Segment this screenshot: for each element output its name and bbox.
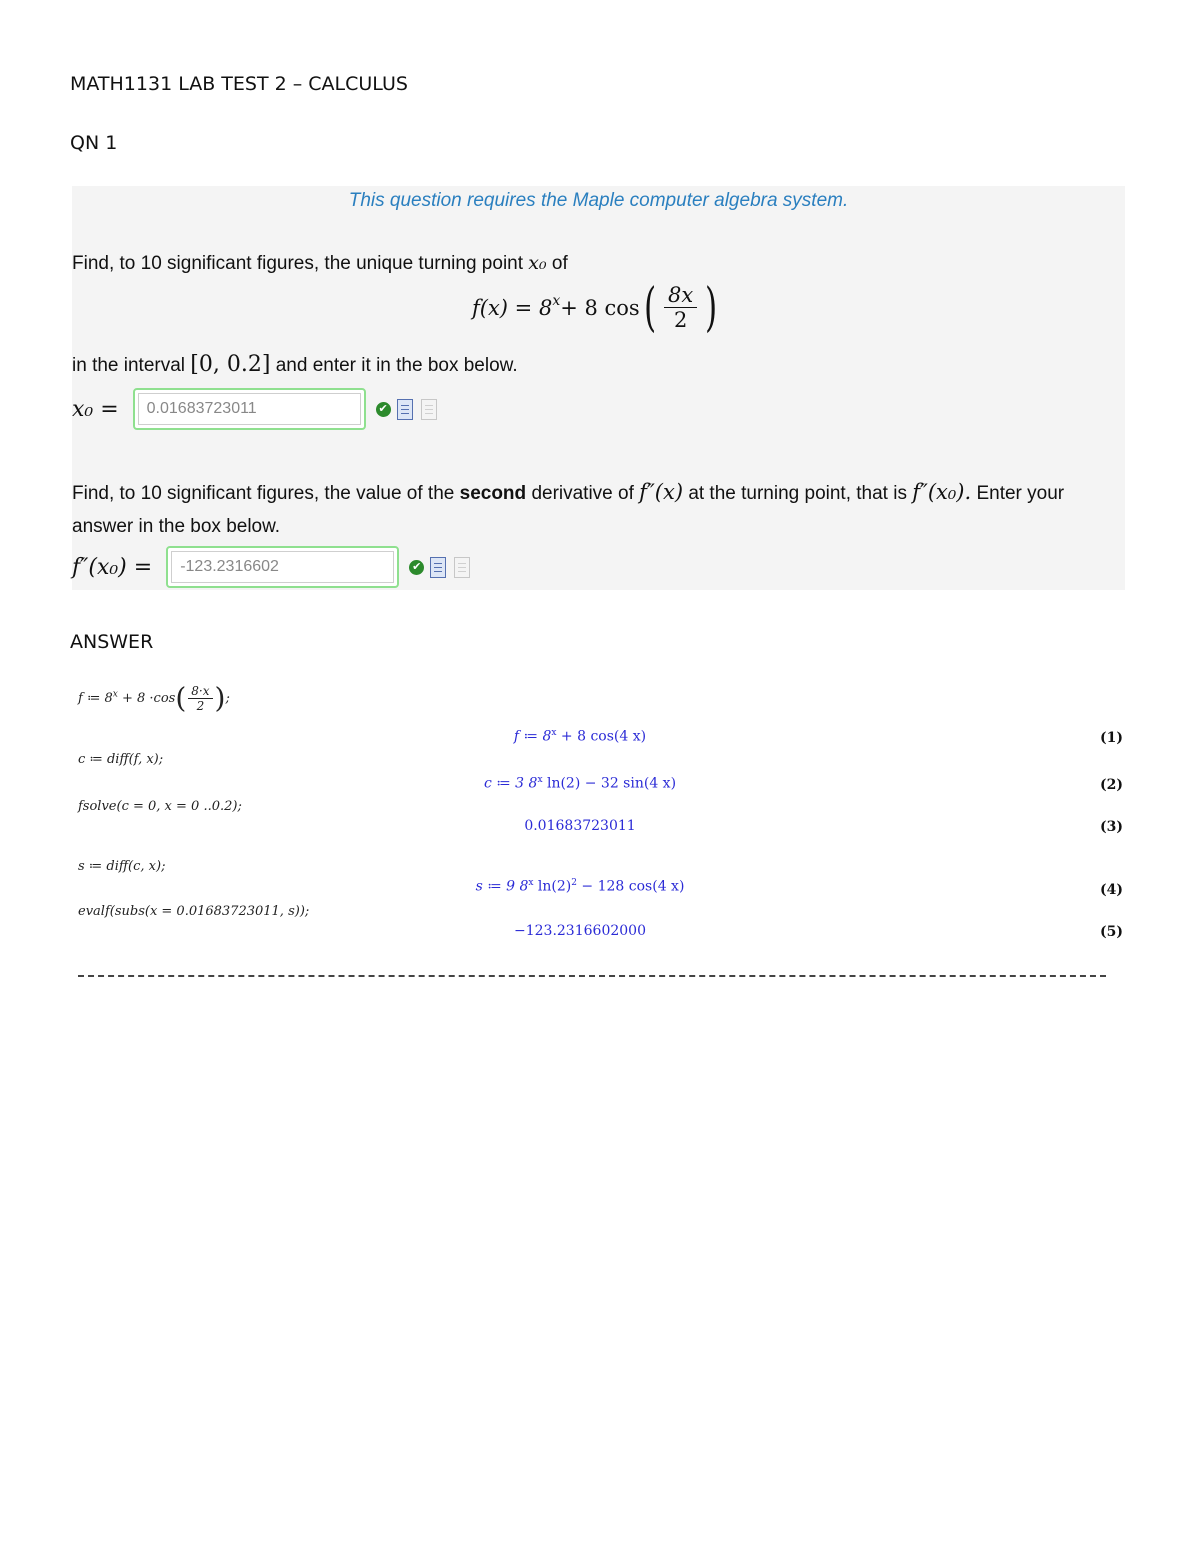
part1-text: Find, to 10 significant figures, the unique turning point [72, 253, 524, 274]
function-formula [472, 278, 722, 338]
left-paren-icon: ( [643, 278, 656, 338]
equation-label: (4) [1100, 882, 1123, 898]
out2-post: ln(2) − 32 sin(4 x) [542, 775, 677, 792]
out1-pre: f ≔ 8 [513, 728, 552, 745]
fraction-denominator: 2 [673, 308, 688, 332]
left-paren-icon: ( [175, 681, 187, 715]
answer1-row [72, 388, 445, 430]
formula-lhs: f(x) = 8 [472, 296, 553, 320]
preview-doc-icon[interactable] [397, 399, 413, 420]
out2-pre: c ≔ 3 8 [483, 775, 538, 792]
part2-symbol2: f″(x₀). [912, 480, 972, 504]
cmd1-den: 2 [196, 699, 205, 713]
maple-command-1 [78, 681, 230, 715]
out1-exp: x [551, 728, 557, 738]
right-paren-icon: ) [705, 278, 718, 338]
question-panel [72, 186, 1125, 590]
out1-post: + 8 cos(4 x) [556, 728, 647, 745]
blank-doc-icon[interactable] [421, 399, 437, 420]
maple-command-4: s ≔ diff(c, x); [78, 859, 166, 874]
maple-command-3: fsolve(c = 0, x = 0 ..0.2); [78, 799, 242, 814]
cmd1-exp: x [112, 689, 118, 700]
interval-intro: in the interval [72, 355, 186, 376]
cmd1-num: 8·x [188, 684, 212, 699]
part1-symbol: x₀ [528, 252, 547, 274]
document-title: MATH1131 LAB TEST 2 – CALCULUS [70, 73, 408, 95]
question-part2-text [72, 476, 1125, 543]
blank-doc-icon[interactable] [454, 557, 470, 578]
correct-check-icon: ✔ [376, 402, 391, 417]
formula-mid: + 8 cos [560, 296, 640, 320]
formula-exponent: x [552, 293, 561, 309]
interval-value: [0, 0.2] [190, 352, 271, 377]
maple-output-5: −123.2316602000 [514, 923, 646, 939]
part2-text-a: Find, to 10 significant figures, the value of the [72, 483, 455, 504]
answer1-label: x₀ = [72, 396, 119, 422]
interval-text [72, 352, 518, 377]
out2-exp: x [537, 775, 543, 785]
answer2-label: f″(x₀) = [72, 554, 153, 580]
equation-label: (1) [1100, 730, 1123, 746]
maple-output-3: 0.01683723011 [524, 818, 636, 834]
question-number: QN 1 [70, 132, 118, 154]
maple-command-5: evalf(subs(x = 0.01683723011, s)); [78, 904, 310, 919]
formula-fraction [664, 284, 697, 332]
cmd1-fraction [188, 684, 212, 713]
maple-output-1 [430, 728, 730, 745]
fraction-numerator: 8x [664, 284, 697, 308]
out4-exp2: 2 [571, 878, 577, 888]
out4-mid: ln(2) [533, 878, 572, 895]
out4-exp: x [528, 878, 534, 888]
dashed-separator [78, 975, 1106, 977]
out4-post: − 128 cos(4 x) [576, 878, 685, 895]
maple-note: This question requires the Maple computer algebra system. [348, 190, 849, 211]
maple-command-2: c ≔ diff(f, x); [78, 752, 164, 767]
part2-symbol1: f″(x) [639, 480, 684, 504]
correct-check-icon: ✔ [409, 560, 424, 575]
interval-end: and enter it in the box below. [275, 355, 518, 376]
part1-end: of [551, 253, 568, 274]
right-paren-icon: ) [214, 681, 226, 715]
question-part1-text [72, 252, 568, 275]
out4-pre: s ≔ 9 8 [475, 878, 529, 895]
answer-heading: ANSWER [70, 631, 154, 653]
answer2-row [72, 546, 478, 588]
equation-label: (2) [1100, 777, 1123, 793]
cmd1-end: ; [225, 691, 230, 706]
equation-label: (5) [1100, 924, 1123, 940]
maple-output-4 [430, 878, 730, 895]
cmd1-mid: + 8 ·cos [117, 691, 176, 706]
maple-output-2 [430, 775, 730, 792]
answer2-input[interactable] [171, 551, 394, 583]
answer2-wrapper [166, 546, 399, 588]
preview-doc-icon[interactable] [430, 557, 446, 578]
cmd1-pre: f ≔ 8 [78, 691, 113, 706]
part2-text-b: derivative of [531, 483, 634, 504]
part2-bold: second [459, 483, 527, 504]
part2-text-c: at the turning point, that is [688, 483, 907, 504]
part2-text-d: Enter your answer in the box below. [72, 483, 1065, 537]
equation-label: (3) [1100, 819, 1123, 835]
answer1-input[interactable] [138, 393, 361, 425]
answer1-wrapper [133, 388, 366, 430]
